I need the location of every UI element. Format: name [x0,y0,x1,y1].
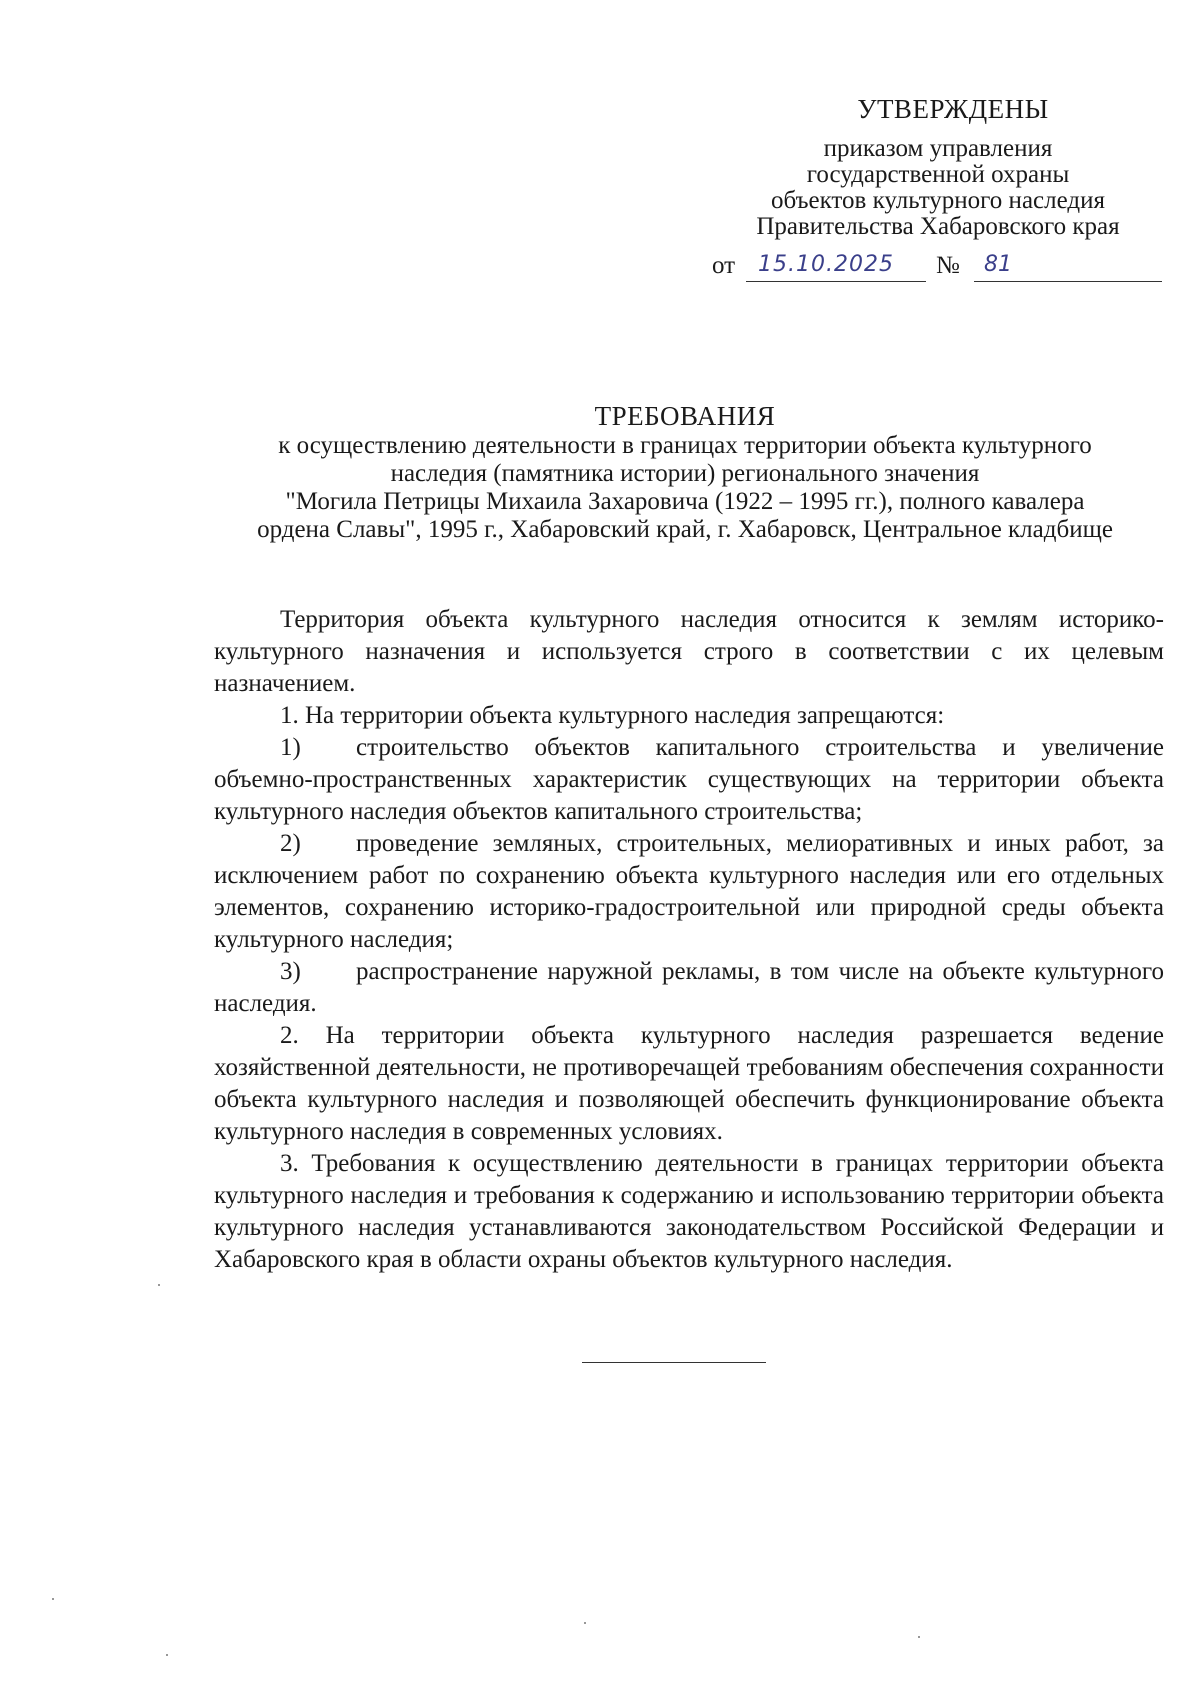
order-date-handwritten: 15.10.2025 [746,252,926,282]
document-title-block [210,402,1160,544]
scan-speck [584,1622,586,1624]
list-item-1-3 [214,956,1164,1020]
document-subtitle-line: ордена Славы", 1995 г., Хабаровский край, г. Хабаровск, Центральное кладбище [257,516,1113,543]
list-item-number: 2) [280,830,301,857]
approval-title: УТВЕРЖДЕНЫ [857,94,1049,124]
scan-speck [166,1654,168,1656]
list-item-number: 3) [280,958,301,985]
approval-line: приказом управления [823,135,1053,162]
document-title: ТРЕБОВАНИЯ [594,401,776,431]
number-prefix: № [936,252,960,279]
closing-divider [582,1362,766,1363]
list-item-text: распространение наружной рекламы, в том числе на объекте культурного наследия. [214,958,1164,1017]
document-subtitle-line: наследия (памятника истории) регионального значения [390,460,980,487]
order-number-handwritten: 81 [974,252,1162,282]
approval-block [720,96,1156,240]
scan-speck [52,1598,54,1600]
list-item-1-1 [214,732,1164,828]
approval-line: объектов культурного наследия [771,187,1105,214]
list-item-1-2 [214,828,1164,956]
paragraph-intro: Территория объекта культурного наследия относится к землям историко-культурного назначения и используется строго в соответствии с их целевым назначением. [214,606,1164,697]
approval-line: государственной охраны [806,161,1070,188]
paragraph-3: 3. Требования к осуществлению деятельности в границах территории объекта культурного наследия и требования к содержанию и использованию территории объекта культурного наследия устанавливаются законодательством Российской Федерации и Хабаровского края в области охраны объектов культурного наследия. [214,1150,1164,1273]
list-item-text: строительство объектов капитального строительства и увеличение объемно-пространственных характеристик существующих на территории объекта культурного наследия объектов капитального строительства; [214,734,1164,825]
list-item-number: 1) [280,734,301,761]
order-date-number [712,252,1172,284]
date-prefix: от [712,252,736,279]
document-subtitle-line: к осуществлению деятельности в границах территории объекта культурного [278,432,1092,459]
paragraph-2: 2. На территории объекта культурного наследия разрешается ведение хозяйственной деятельности, не противоречащей требованиям обеспечения сохранности объекта культурного наследия и позволяющей обеспечить функционирование объекта культурного наследия в современных условиях. [214,1022,1164,1145]
paragraph-1: 1. На территории объекта культурного наследия запрещаются: [280,702,945,729]
approval-line: Правительства Хабаровского края [756,213,1120,240]
document-body [214,604,1164,1276]
document-subtitle-line: "Могила Петрицы Михаила Захаровича (1922 – 1995 гг.), полного кавалера [285,488,1085,515]
scan-speck [158,1284,160,1286]
list-item-text: проведение земляных, строительных, мелиоративных и иных работ, за исключением работ по сохранению объекта культурного наследия или его отдельных элементов, сохранению историко-градостроительной или природной среды объекта культурного наследия; [214,830,1164,953]
scan-speck [918,1636,920,1638]
